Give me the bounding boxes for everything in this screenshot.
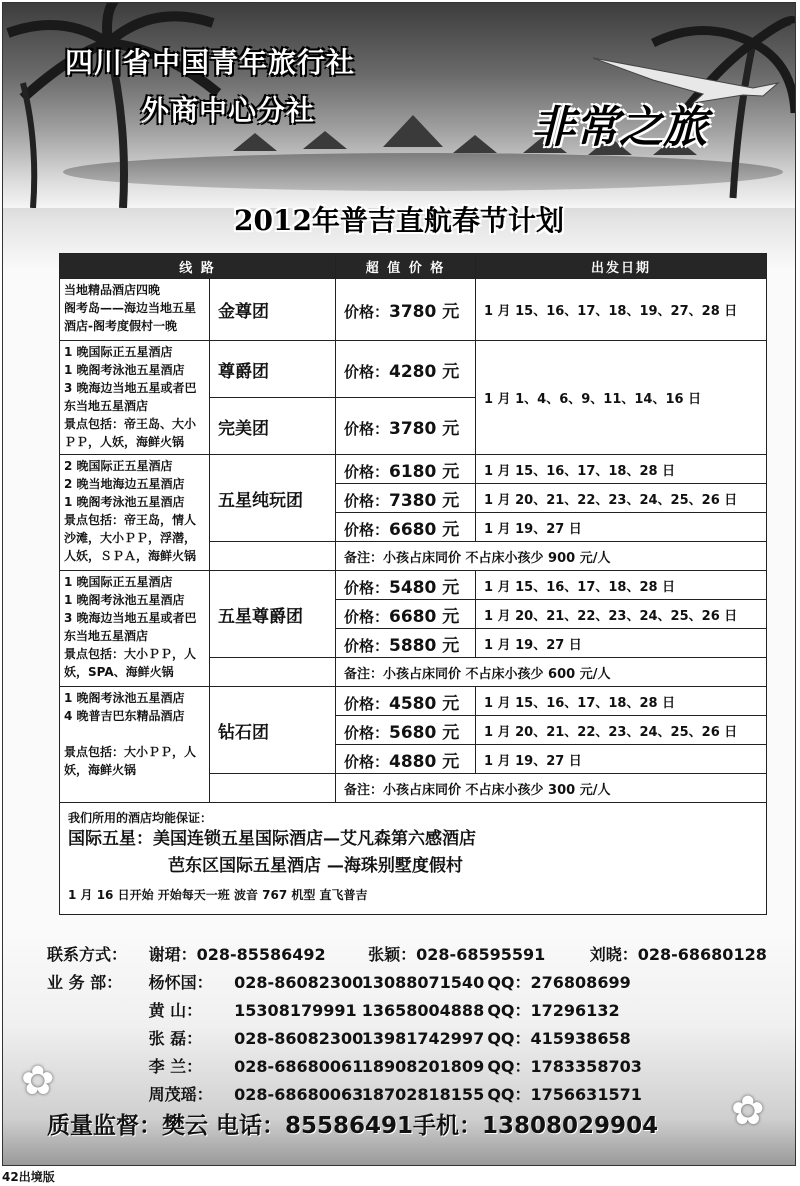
tour-name: 尊爵团 [210,341,336,398]
departure-dates: 1 月 20、21、22、23、24、25、26 日 [476,484,767,513]
contact-section [47,941,767,1109]
child-note: 备注：小孩占床同价 不占床小孩少 300 元/人 [336,774,767,803]
staff-name: 周茂瑶： [148,1085,213,1104]
dept-label: 业 务 部： [47,973,123,992]
contact-person: 谢珺：028-85586492 [148,945,326,964]
staff-mobile: 13981742997 [361,1029,485,1048]
staff-mobile: 18908201809 [361,1057,485,1076]
staff-mobile: 13088071540 [361,973,485,992]
price-cell: 价格：6180 元 [336,455,476,484]
tour-name: 五星尊爵团 [210,571,336,658]
departure-dates: 1 月 20、21、22、23、24、25、26 日 [476,716,767,745]
price-cell: 价格：5880 元 [336,629,476,658]
hotel-intro: 我们所用的酒店均能保证： [68,811,213,825]
staff-qq: QQ：1756631571 [487,1085,642,1104]
price-cell: 价格：3780 元 [336,279,476,341]
header-route: 线 路 [60,254,336,279]
slogan: 非常之旅 [531,102,707,153]
staff-name: 黄 山： [148,1001,203,1020]
route-description: 1 晚阁考泳池五星酒店 4 晚普吉巴东精品酒店 景点包括：大小ＰＰ，人妖，海鲜火锅 [60,687,210,803]
staff-qq: QQ：276808699 [487,973,631,992]
flight-info: 1 月 16 日开始 开始每天一班 波音 767 机型 直飞普吉 [68,888,368,902]
flower-icon: ✿ [21,1058,55,1104]
contact-person: 刘晓：028-68680128 [589,945,767,964]
staff-phone: 028-86082300 [234,1029,364,1048]
price-cell: 价格：5680 元 [336,716,476,745]
departure-dates: 1 月 19、27 日 [476,513,767,542]
staff-mobile: 18702818155 [361,1085,485,1104]
price-cell: 价格：3780 元 [336,398,476,455]
child-note: 备注：小孩占床同价 不占床小孩少 600 元/人 [336,658,767,687]
header-price: 超 值 价 格 [336,254,476,279]
staff-phone: 028-68680063 [234,1085,364,1104]
route-description: 1 晚国际正五星酒店 1 晚阁考泳池五星酒店 3 晚海边当地五星或者巴东当地五星酒店 景点包括：帝王岛、大小ＰＰ，人妖，海鲜火锅 [60,341,210,455]
departure-dates: 1 月 19、27 日 [476,745,767,774]
contact-person: 张颖：028-68595591 [368,945,546,964]
page-number: 42出境版 [2,1170,55,1184]
route-description: 1 晚国际正五星酒店 1 晚阁考泳池五星酒店 3 晚海边当地五星或者巴东当地五星酒店 景点包括：大小ＰＰ，人妖，SPA、海鲜火锅 [60,571,210,687]
departure-dates: 1 月 19、27 日 [476,629,767,658]
departure-dates: 1 月 1、4、6、9、11、14、16 日 [476,341,767,455]
staff-phone: 028-68680061 [234,1057,364,1076]
departure-dates: 1 月 15、16、17、18、28 日 [476,455,767,484]
staff-name: 张 磊： [148,1029,203,1048]
tour-name: 钻石团 [210,687,336,774]
staff-name: 杨怀国： [148,973,213,992]
price-cell: 价格：4280 元 [336,341,476,398]
staff-qq: QQ：415938658 [487,1029,631,1048]
departure-dates: 1 月 15、16、17、18、28 日 [476,571,767,600]
page-frame [2,2,796,1166]
banner-photo [3,3,795,208]
page-title: 2012年普吉直航春节计划 [234,204,564,237]
header-dates: 出发日期 [476,254,767,279]
departure-dates: 1 月 20、21、22、23、24、25、26 日 [476,600,767,629]
route-description: 2 晚国际正五星酒店 2 晚当地海边五星酒店 1 晚阁考泳池五星酒店 景点包括：帝王岛，情人沙滩，大小ＰＰ，浮潜，人妖，ＳＰＡ，海鲜火锅 [60,455,210,571]
agency-branch: 外商中心分社 [141,94,316,127]
price-cell: 价格：4880 元 [336,745,476,774]
tour-name: 五星纯玩团 [210,455,336,542]
staff-phone: 028-86082300 [234,973,364,992]
tour-name: 完美团 [210,398,336,455]
price-cell: 价格：4580 元 [336,687,476,716]
staff-mobile: 13658004888 [361,1001,485,1020]
staff-phone: 15308179991 [234,1001,357,1020]
itinerary-table [59,253,767,915]
price-cell: 价格：6680 元 [336,600,476,629]
price-cell: 价格：5480 元 [336,571,476,600]
route-description: 当地精品酒店四晚 阁考岛——海边当地五星酒店-阁考度假村一晚 [60,279,210,341]
hotel-info [60,803,767,915]
contact-label: 联系方式： [47,945,128,964]
child-note: 备注：小孩占床同价 不占床小孩少 900 元/人 [336,542,767,571]
price-cell: 价格：7380 元 [336,484,476,513]
flower-icon: ✿ [731,1088,765,1134]
staff-name: 李 兰： [148,1057,203,1076]
staff-qq: QQ：17296132 [487,1001,620,1020]
agency-name: 四川省中国青年旅行社 [65,46,356,79]
departure-dates: 1 月 15、16、17、18、19、27、28 日 [476,279,767,341]
departure-dates: 1 月 15、16、17、18、28 日 [476,687,767,716]
hotel-line-1: 国际五星：美国连锁五星国际酒店—艾凡森第六感酒店 [68,829,476,849]
price-cell: 价格：6680 元 [336,513,476,542]
hotel-line-2: 芭东区国际五星酒店 —海珠别墅度假村 [168,856,463,876]
quality-supervision: 质量监督：樊云 电话：85586491手机：13808029904 [47,1113,659,1139]
tour-name: 金尊团 [210,279,336,341]
staff-qq: QQ：1783358703 [487,1057,642,1076]
